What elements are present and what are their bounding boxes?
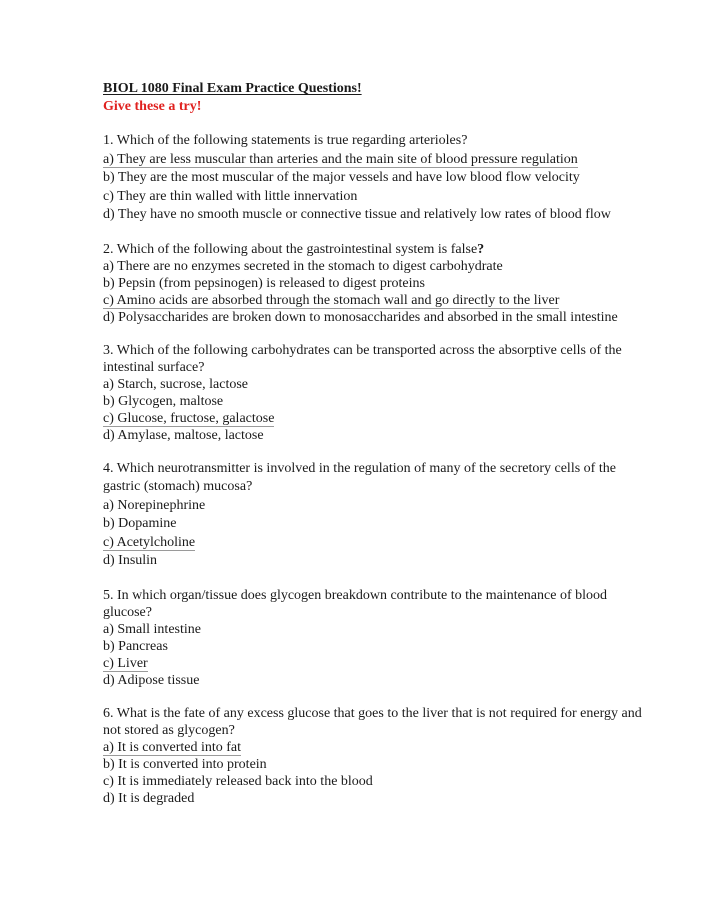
question-1-option-c: c) They are thin walled with little innervation bbox=[103, 188, 358, 204]
question-4-text-line1: 4. Which neurotransmitter is involved in the regulation of many of the secretory cells of the bbox=[103, 460, 616, 476]
document-title: BIOL 1080 Final Exam Practice Questions! bbox=[103, 81, 362, 96]
question-6-option-a bbox=[103, 739, 663, 756]
question-4 bbox=[103, 460, 663, 571]
answer-underline: c) Glucose, fructose, galactose bbox=[103, 410, 275, 426]
question-6 bbox=[103, 705, 663, 807]
answer-underline: c) Liver bbox=[103, 655, 148, 671]
question-4-option-b: b) Dopamine bbox=[103, 516, 177, 531]
question-6-option-c: c) It is immediately released back into the blood bbox=[103, 773, 373, 789]
question-2-option-d: d) Polysaccharides are broken down to monosaccharides and absorbed in the small intestine bbox=[103, 309, 618, 325]
question-4-option-c bbox=[103, 534, 663, 553]
question-6-text-line2: not stored as glycogen? bbox=[103, 722, 235, 738]
question-2-question-mark: ? bbox=[477, 241, 485, 257]
question-3-option-d: d) Amylase, maltose, lactose bbox=[103, 427, 264, 443]
question-5-text-line2: glucose? bbox=[103, 604, 152, 620]
question-2-option-c bbox=[103, 292, 663, 309]
document-page bbox=[103, 80, 663, 823]
question-1-option-d: d) They have no smooth muscle or connective tissue and relatively low rates of blood flow bbox=[103, 207, 611, 222]
answer-underline: a) It is converted into fat bbox=[103, 739, 242, 755]
question-5-option-d: d) Adipose tissue bbox=[103, 672, 200, 688]
question-5-option-b: b) Pancreas bbox=[103, 638, 168, 654]
question-4-option-d: d) Insulin bbox=[103, 553, 158, 568]
question-3-option-b: b) Glycogen, maltose bbox=[103, 393, 224, 409]
document-subtitle: Give these a try! bbox=[103, 99, 202, 114]
question-3-text-line2: intestinal surface? bbox=[103, 359, 205, 375]
question-4-option-a: a) Norepinephrine bbox=[103, 497, 206, 513]
question-5-text-line1: 5. In which organ/tissue does glycogen breakdown contribute to the maintenance of blood bbox=[103, 587, 607, 603]
question-1 bbox=[103, 132, 663, 225]
question-3-text-line1: 3. Which of the following carbohydrates can be transported across the absorptive cells of the bbox=[103, 342, 622, 358]
question-5-option-a: a) Small intestine bbox=[103, 621, 201, 637]
question-4-text-line2: gastric (stomach) mucosa? bbox=[103, 479, 253, 494]
question-1-option-b: b) They are the most muscular of the major vessels and have low blood flow velocity bbox=[103, 170, 580, 185]
answer-underline: a) They are less muscular than arteries and the main site of blood pressure regulation bbox=[103, 151, 578, 167]
question-3-option-a: a) Starch, sucrose, lactose bbox=[103, 376, 248, 392]
question-2-option-a: a) There are no enzymes secreted in the stomach to digest carbohydrate bbox=[103, 258, 503, 274]
question-6-option-b: b) It is converted into protein bbox=[103, 756, 267, 772]
question-1-option-a bbox=[103, 151, 663, 170]
question-6-text-line1: 6. What is the fate of any excess glucose that goes to the liver that is not required for energy and bbox=[103, 705, 642, 721]
question-6-option-d: d) It is degraded bbox=[103, 790, 195, 806]
question-5-option-c bbox=[103, 655, 663, 672]
answer-underline: c) Amino acids are absorbed through the stomach wall and go directly to the liver bbox=[103, 292, 560, 308]
question-2-option-b: b) Pepsin (from pepsinogen) is released to digest proteins bbox=[103, 275, 425, 291]
question-3 bbox=[103, 342, 663, 444]
question-2-text-body: 2. Which of the following about the gastrointestinal system is false bbox=[103, 241, 478, 257]
question-3-option-c bbox=[103, 410, 663, 427]
question-1-text: 1. Which of the following statements is true regarding arterioles? bbox=[103, 133, 468, 148]
answer-underline: c) Acetylcholine bbox=[103, 534, 196, 550]
question-5 bbox=[103, 587, 663, 689]
question-2-text bbox=[103, 241, 663, 258]
question-2 bbox=[103, 241, 663, 326]
